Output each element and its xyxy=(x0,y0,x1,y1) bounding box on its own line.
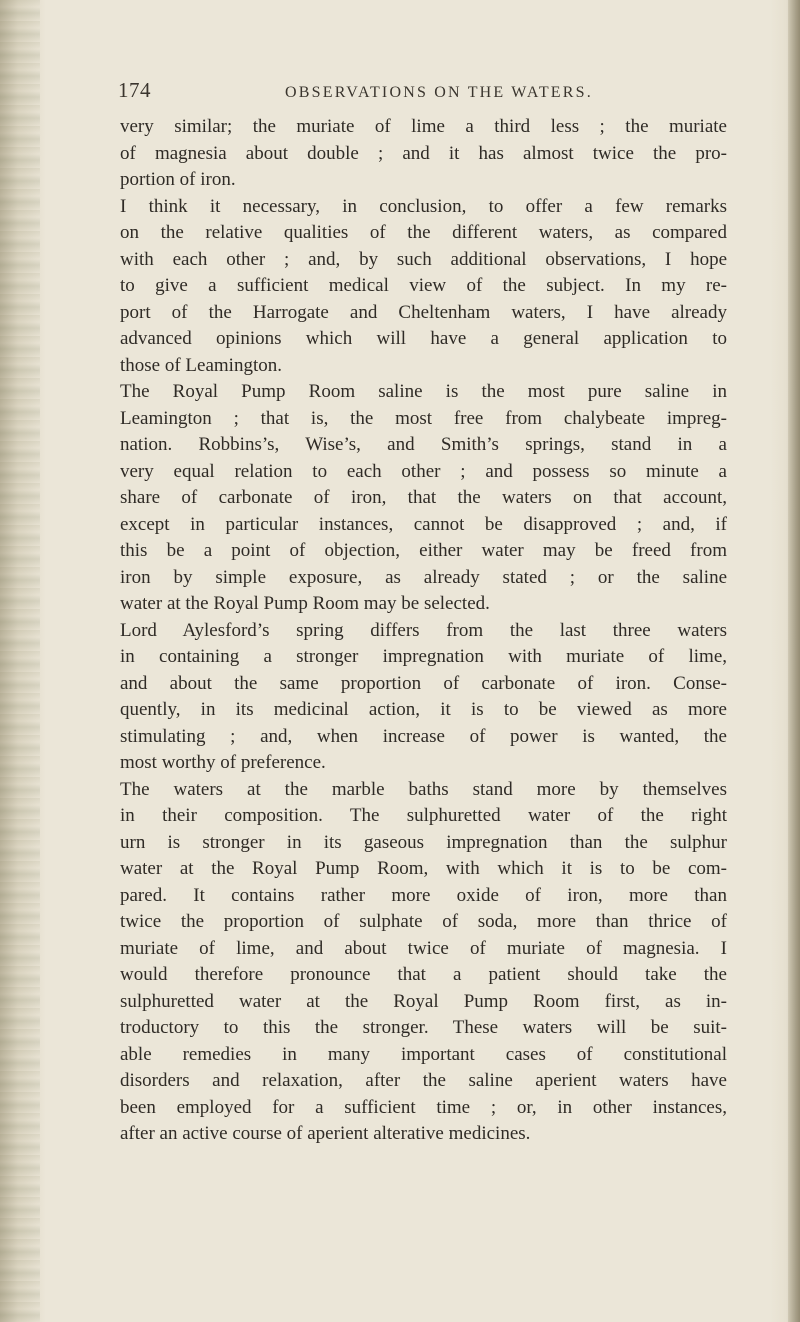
page-gutter xyxy=(0,0,40,1322)
text-line: this be a point of objection, either water may be freed from xyxy=(120,540,727,561)
text-line: nation. Robbins’s, Wise’s, and Smith’s springs, stand in a xyxy=(120,434,727,455)
text-line: twice the proportion of sulphate of soda, more than thrice of xyxy=(120,911,727,932)
text-line: water at the Royal Pump Room, with which it is to be com- xyxy=(120,858,727,879)
text-line: most worthy of preference. xyxy=(120,752,326,773)
running-head: OBSERVATIONS ON THE WATERS. xyxy=(285,84,593,101)
page-edge xyxy=(788,0,800,1322)
text-line: Lord Aylesford’s spring differs from the last three waters xyxy=(120,619,727,641)
text-line: muriate of lime, and about twice of muriate of magnesia. I xyxy=(120,937,727,959)
text-line: pared. It contains rather more oxide of iron, more than xyxy=(120,884,727,906)
text-line: with each other ; and, by such additional observations, I hope xyxy=(120,248,727,270)
text-line: on the relative qualities of the different waters, as compared xyxy=(120,222,727,243)
text-line: very similar; the muriate of lime a third less ; the muriate xyxy=(120,116,727,137)
text-line: been employed for a sufficient time ; or, in other instances, xyxy=(120,1096,727,1118)
text-line: in containing a stronger impregnation with muriate of lime, xyxy=(120,646,727,667)
text-line: water at the Royal Pump Room may be selected. xyxy=(120,593,490,614)
text-line: Leamington ; that is, the most free from chalybeate impreg- xyxy=(120,407,727,429)
text-line: urn is stronger in its gaseous impregnation than the sulphur xyxy=(120,831,727,853)
text-line: portion of iron. xyxy=(120,169,236,190)
text-line: to give a sufficient medical view of the subject. In my re- xyxy=(120,275,727,296)
page-number: 174 xyxy=(118,78,151,102)
text-line: The waters at the marble baths stand more by themselves xyxy=(120,778,727,800)
text-line: I think it necessary, in conclusion, to offer a few remarks xyxy=(120,195,727,217)
text-line: would therefore pronounce that a patient should take the xyxy=(120,964,727,985)
text-line: of magnesia about double ; and it has almost twice the pro- xyxy=(120,142,727,164)
text-line: sulphuretted water at the Royal Pump Room first, as in- xyxy=(120,990,727,1012)
text-line: except in particular instances, cannot be disapproved ; and, if xyxy=(120,513,727,535)
body-text xyxy=(120,114,727,1148)
text-line: after an active course of aperient alterative medicines. xyxy=(120,1123,531,1144)
text-line: troductory to this the stronger. These waters will be suit- xyxy=(120,1017,727,1038)
text-line: very equal relation to each other ; and possess so minute a xyxy=(120,460,727,482)
text-line: in their composition. The sulphuretted water of the right xyxy=(120,805,727,826)
text-line: able remedies in many important cases of constitutional xyxy=(120,1043,727,1065)
text-line: The Royal Pump Room saline is the most pure saline in xyxy=(120,381,727,402)
text-line: iron by simple exposure, as already stated ; or the saline xyxy=(120,566,727,588)
text-line: quently, in its medicinal action, it is to be viewed as more xyxy=(120,699,727,720)
text-line: those of Leamington. xyxy=(120,354,282,376)
text-line: and about the same proportion of carbonate of iron. Conse- xyxy=(120,672,727,694)
text-line: stimulating ; and, when increase of power is wanted, the xyxy=(120,725,727,747)
text-line: advanced opinions which will have a general application to xyxy=(120,328,727,349)
text-line: port of the Harrogate and Cheltenham waters, I have already xyxy=(120,301,727,323)
text-line: share of carbonate of iron, that the waters on that account, xyxy=(120,487,727,508)
text-line: disorders and relaxation, after the saline aperient waters have xyxy=(120,1070,727,1091)
page-header xyxy=(118,78,718,108)
